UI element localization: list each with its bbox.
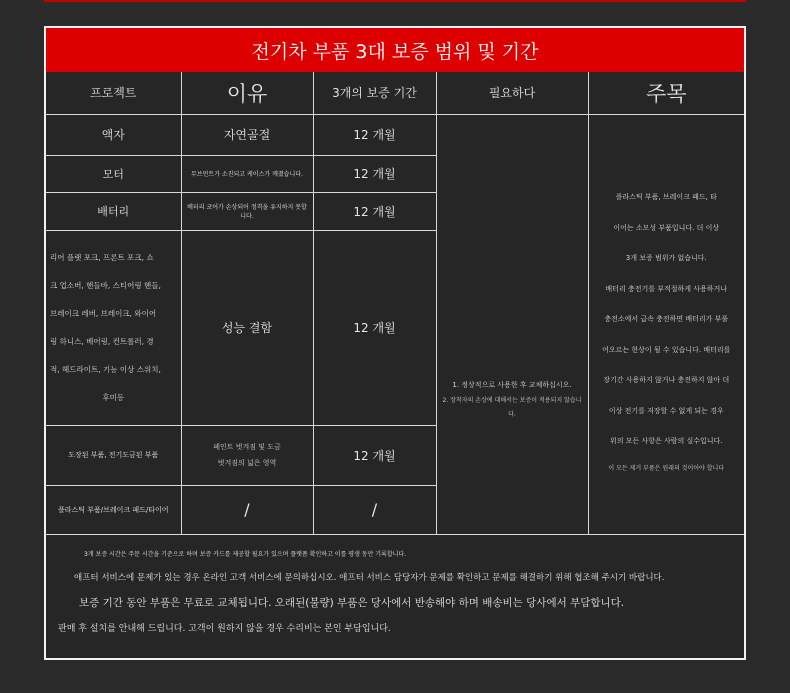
need-cell	[436, 114, 588, 534]
footer-line: 보증 기간 동안 부품은 무료로 교체됩니다. 오래된(불량) 부품은 당사에서 반송해야 하며 배송비는 당사에서 부담합니다.	[79, 597, 625, 609]
note-line: 이어는 소모성 부품입니다. 더 이상	[613, 223, 720, 232]
footer-notes	[46, 534, 744, 658]
note-line: 3개 보증 범위가 없습니다.	[625, 254, 707, 263]
cell-project: 플라스틱 부품/브레이크 패드/타이어	[46, 485, 181, 534]
cell-period: 12 개월	[313, 192, 436, 230]
cell-period: 12 개월	[313, 425, 436, 485]
cell-reason: 자연골절	[181, 114, 313, 155]
list-line: 후미등	[102, 392, 125, 402]
warranty-card	[44, 26, 746, 660]
top-accent-line	[44, 0, 746, 2]
footer-line: 3개 보증 시간은 주문 시간을 기준으로 하며 보증 카드를 제공할 필요가 있으며 플랫폼 확인하고 이를 평생 동안 기록합니다.	[84, 551, 407, 558]
cell-project: 도장된 부품, 전기도금된 부품	[46, 425, 181, 485]
cell-project-list	[46, 230, 181, 425]
cell-reason	[181, 425, 313, 485]
header-reason: 이유	[181, 72, 313, 114]
list-line: 링 하니스, 베어링, 컨트롤러, 경	[50, 336, 154, 346]
header-row	[46, 72, 744, 114]
note-line: 플라스틱 부품, 브레이크 패드, 타	[615, 193, 717, 202]
list-line: 크 업소버, 핸들바, 스티어링 핸들,	[50, 280, 161, 290]
need-line: 1. 정상적으로 사용한 후 교체하십시오.	[452, 381, 572, 389]
note-cell	[588, 114, 744, 534]
warranty-table	[46, 72, 744, 535]
header-period: 3개의 보증 기간	[313, 72, 436, 114]
title-banner	[46, 28, 744, 72]
note-line: 이상 전기를 저장할 수 없게 되는 경우	[608, 406, 724, 415]
cell-project: 모터	[46, 155, 181, 192]
list-line: 적, 헤드라이트, 기능 이상 스위치,	[50, 364, 161, 374]
note-line: 장기간 사용하지 않거나 충전하지 않아 더	[603, 376, 730, 385]
reason-line: 페인트 벗겨짐 및 도금	[213, 443, 281, 451]
header-need: 필요하다	[436, 72, 588, 114]
note-line: 충전소에서 급속 충전하면 배터리가 부풀	[604, 315, 729, 324]
list-line: 브레이크 레버, 브레이크, 와이어	[50, 308, 157, 318]
footer-line: 애프터 서비스에 문제가 있는 경우 온라인 고객 서비스에 문의하십시오. 애프터 서비스 담당자가 문제를 확인하고 문제를 해결하기 위해 협조해 주시기 바랍니다.	[74, 573, 665, 583]
page-title: 전기차 부품 3대 보증 범위 및 기간	[251, 40, 539, 63]
cell-reason: 성능 결함	[181, 230, 313, 425]
note-fineprint: 이 모든 제거 부품은 원래의 것이어야 합니다	[608, 464, 725, 472]
header-project: 프로젝트	[46, 72, 181, 114]
cell-reason: 배터리 코어가 손상되어 정격을 유지하지 못합니다.	[181, 192, 313, 230]
cell-reason: /	[181, 485, 313, 534]
cell-period: /	[313, 485, 436, 534]
cell-project: 배터리	[46, 192, 181, 230]
cell-project: 액자	[46, 114, 181, 155]
cell-period: 12 개월	[313, 114, 436, 155]
need-line: 2. 장착자의 손상에 대해서는 보증이 적용되지 않습니다.	[442, 397, 582, 418]
table-row	[46, 114, 744, 155]
reason-line: 벗겨짐의 넓은 영역	[217, 459, 277, 467]
note-line: 배터리 충전기를 부적절하게 사용하거나	[605, 284, 728, 293]
header-note: 주목	[588, 72, 744, 114]
footer-line: 판매 후 설치를 안내해 드립니다. 고객이 원하지 않을 경우 수리비는 본인 부담입니다.	[58, 624, 391, 634]
list-line: 리어 플랫 포크, 프론트 포크, 쇼	[50, 252, 154, 262]
note-line: 위의 모든 사항은 사람의 실수입니다.	[609, 437, 723, 446]
note-line: 어오르는 현상이 될 수 있습니다. 배터리를	[602, 345, 731, 354]
cell-period: 12 개월	[313, 155, 436, 192]
cell-period: 12 개월	[313, 230, 436, 425]
cell-reason: 무브먼트가 소진되고 케이스가 깨졌습니다.	[181, 155, 313, 192]
